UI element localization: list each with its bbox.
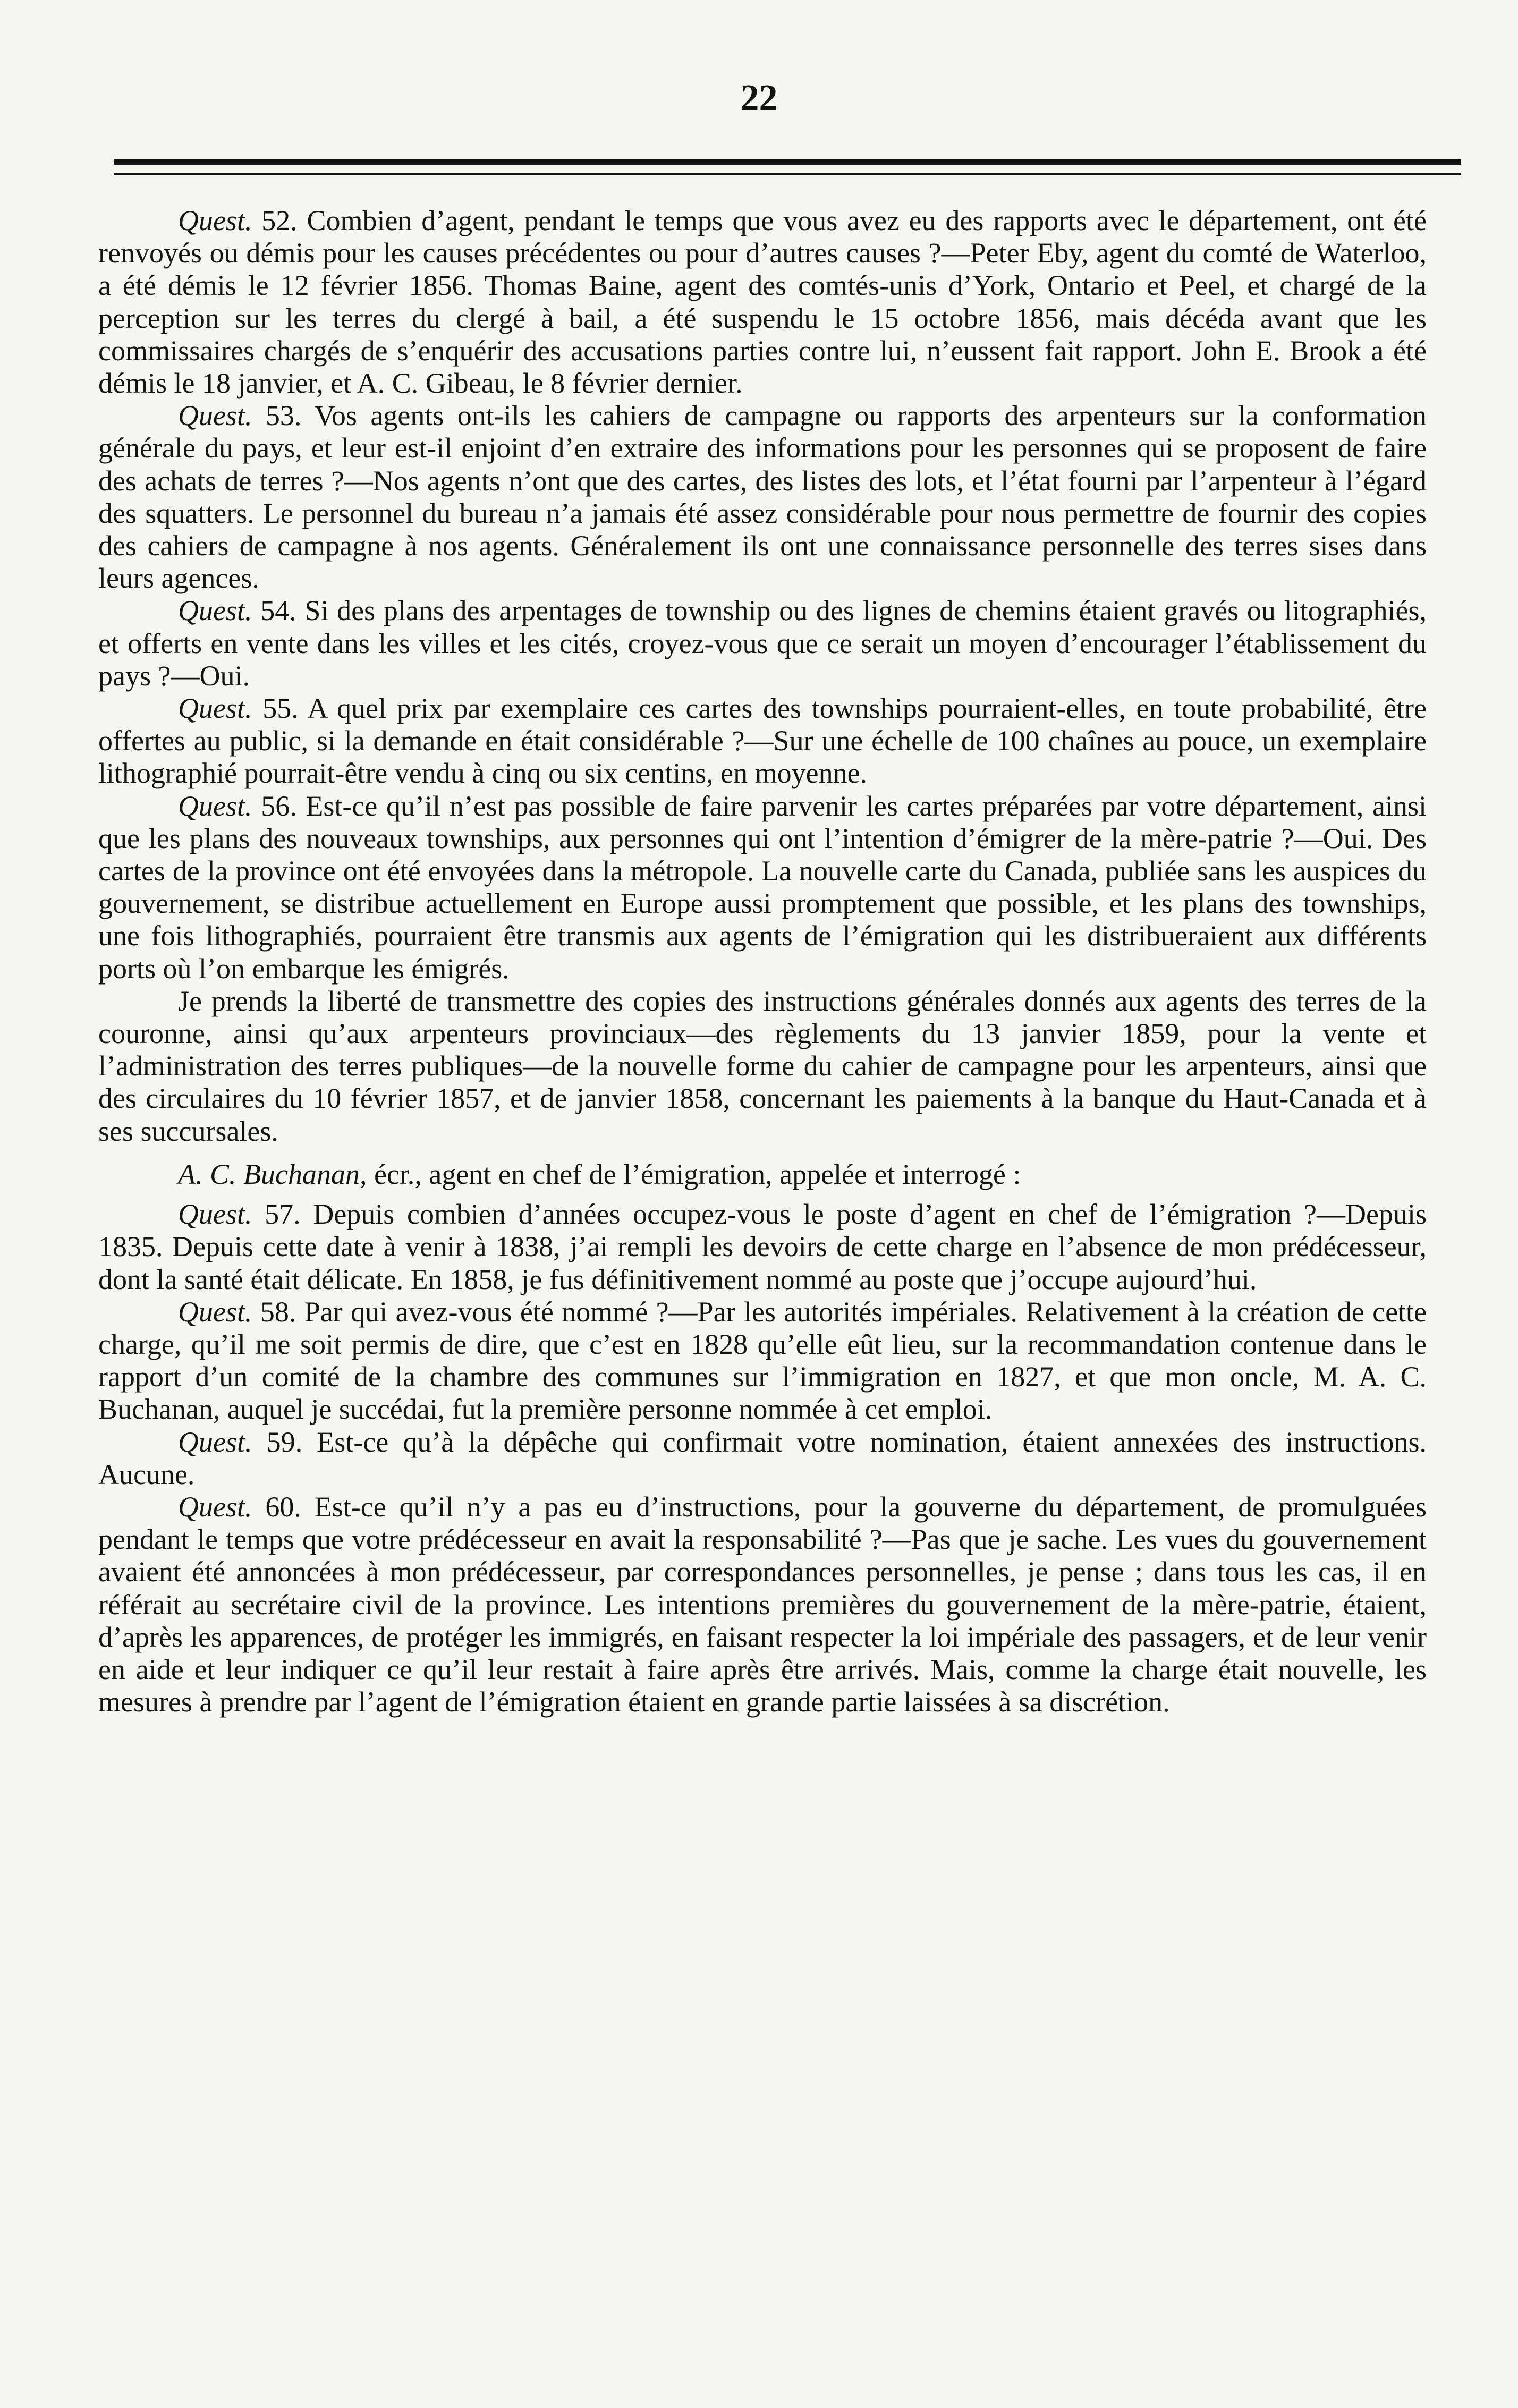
question-57: [98, 1198, 1427, 1296]
paragraph-text: Je prends la liberté de transmettre des copies des instructions générales donnés aux agents des terres de la couronne, ainsi qu’aux arpenteurs provinciaux—des règlements du 13 janvier 1859, pour la vente et l’administration des terres publiques—de la nouvelle forme du cahier de campagne pour les arpenteurs, ainsi que des circulaires du 10 février 1857, et de janvier 1858, concernant les paiements à la banque du Haut-Canada et à ses succursales.: [98, 985, 1427, 1147]
question-text: Est-ce qu’il n’est pas possible de faire parvenir les cartes préparées par votre département, ainsi que les plans des nouveaux townships, aux personnes qui ont l’intention d’émigrer de la mère-patrie ?—Oui. Des cartes de la province ont été envoyées dans la métropole. La nouvelle carte du Canada, publiée sans les auspices du gouvernement, se distribue actuellement en Europe aussi promptement que possible, et les plans des townships, une fois lithographiés, pourraient être transmis aux agents de l’émigration qui les distribueraient aux différents ports où l’on embarque les émigrés.: [98, 790, 1427, 985]
question-label: Quest.: [178, 790, 252, 822]
question-number: 55.: [262, 692, 299, 725]
page-number: 22: [740, 78, 778, 118]
witness-name: A. C. Buchanan,: [178, 1158, 367, 1190]
question-label: Quest.: [178, 1295, 252, 1328]
document-body: [98, 205, 1427, 1718]
question-label: Quest.: [178, 1426, 252, 1458]
question-number: 56.: [261, 790, 297, 822]
transmittal-paragraph: [98, 985, 1427, 1148]
witness-introduction: [98, 1158, 1427, 1191]
question-59: [98, 1426, 1427, 1491]
question-text: Si des plans des arpentages de township ou des lignes de chemins étaient gravés ou litographiés, et offerts en vente dans les villes et les cités, croyez-vous que ce serait un moyen d’encourager l’établissement du pays ?—Oui.: [98, 595, 1427, 692]
question-text: Est-ce qu’à la dépêche qui confirmait votre nomination, étaient annexées des instructions. Aucune.: [98, 1426, 1427, 1490]
question-label: Quest.: [178, 595, 252, 627]
header-rule-thick: [114, 159, 1461, 165]
question-text: Par qui avez-vous été nommé ?—Par les autorités impériales. Relativement à la création de cette charge, qu’il me soit permis de dire, que c’est en 1828 qu’elle eût lieu, sur la recommandation contenue dans le rapport d’un comité de la chambre des communes sur l’immigration en 1827, et que mon oncle, M. A. C. Buchanan, auquel je succédai, fut la première personne nommée à cet emploi.: [98, 1295, 1427, 1426]
question-number: 58.: [260, 1295, 296, 1328]
question-label: Quest.: [178, 1490, 252, 1523]
question-number: 52.: [261, 205, 298, 236]
question-58: [98, 1296, 1427, 1426]
question-text: A quel prix par exemplaire ces cartes des townships pourraient-elles, en toute probabilité, être offertes au public, si la demande en était considérable ?—Sur une échelle de 100 chaînes au pouce, un exemplaire lithographié pourrait-être vendu à cinq ou six centins, en moyenne.: [98, 692, 1427, 790]
question-label: Quest.: [178, 692, 252, 725]
question-text: Est-ce qu’il n’y a pas eu d’instructions, pour la gouverne du département, de promulguées pendant le temps que votre prédécesseur en avait la responsabilité ?—Pas que je sache. Les vues du gouvernement avaient été annoncées à mon prédécesseur, par correspondances personnelles, je pense ; dans tous les cas, il en référait au secrétaire civil de la province. Les intentions premières du gouvernement de la mère-patrie, étaient, d’après les apparences, de protéger les immigrés, en faisant respecter la loi impériale des passagers, et de leur venir en aide et leur indiquer ce qu’il leur restait à faire après être arrivés. Mais, comme la charge était nouvelle, les mesures à prendre par l’agent de l’émigration étaient en grande partie laissées à sa discrétion.: [98, 1490, 1427, 1718]
question-text: Vos agents ont-ils les cahiers de campagne ou rapports des arpenteurs sur la conformation générale du pays, et leur est-il enjoint d’en extraire des informations pour les personnes qui se proposent de faire des achats de terres ?—Nos agents n’ont que des cartes, des listes des lots, et l’état fourni par l’arpenteur à l’égard des squatters. Le personnel du bureau n’a jamais été assez considérable pour nous permettre de fournir des copies des cahiers de campagne à nos agents. Généralement ils ont une connaissance personnelle des terres sises dans leurs agences.: [98, 400, 1427, 595]
witness-text: écr., agent en chef de l’émigration, appelée et interrogé :: [374, 1158, 1021, 1190]
header-rule-thin: [114, 173, 1461, 175]
question-label: Quest.: [178, 205, 252, 236]
question-number: 59.: [266, 1426, 303, 1458]
question-number: 60.: [265, 1490, 301, 1523]
question-label: Quest.: [178, 1198, 252, 1231]
question-54: [98, 595, 1427, 692]
question-53: [98, 400, 1427, 595]
question-text: Depuis combien d’années occupez-vous le poste d’agent en chef de l’émigration ?—Depuis 1835. Depuis cette date à venir à 1838, j’ai rempli les devoirs de cette charge en l’absence de mon prédécesseur, dont la santé était délicate. En 1858, je fus définitivement nommé au poste que j’occupe aujourd’hui.: [98, 1198, 1427, 1295]
question-number: 57.: [265, 1198, 301, 1231]
question-52: [98, 205, 1427, 400]
question-56: [98, 790, 1427, 985]
question-60: [98, 1491, 1427, 1718]
question-text: Combien d’agent, pendant le temps que vous avez eu des rapports avec le département, ont été renvoyés ou démis pour les causes précédentes ou pour d’autres causes ?—Peter Eby, agent du comté de Waterloo, a été démis le 12 février 1856. Thomas Baine, agent des comtés-unis d’York, Ontario et Peel, et chargé de la perception sur les terres du clergé à bail, a été suspendu le 15 octobre 1856, mais décéda avant que les commissaires chargés de s’enquérir des accusations parties contre lui, n’eussent fait rapport. John E. Brook a été démis le 18 janvier, et A. C. Gibeau, le 8 février dernier.: [98, 205, 1427, 400]
question-number: 54.: [260, 595, 296, 627]
question-label: Quest.: [178, 400, 252, 432]
question-55: [98, 692, 1427, 790]
question-number: 53.: [265, 400, 302, 432]
